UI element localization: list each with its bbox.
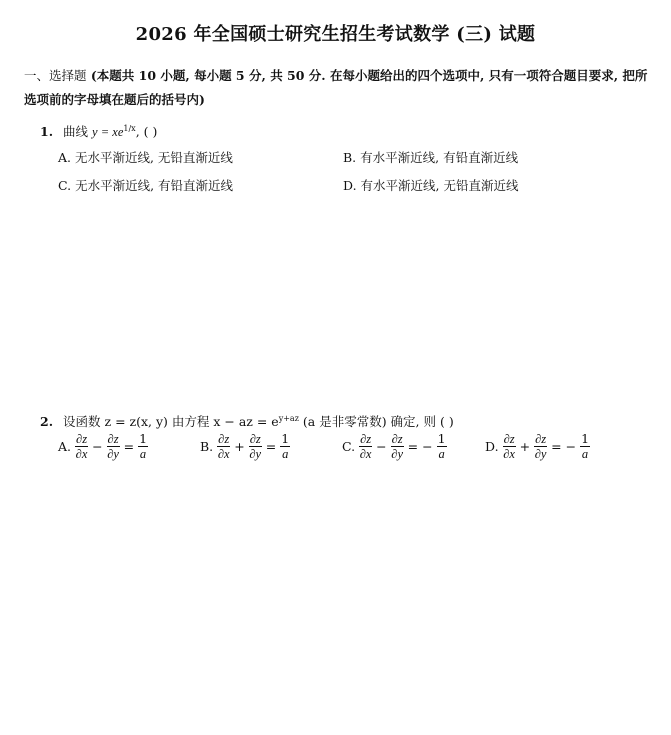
question-stem: 设函数 z = z(x, y) 由方程 x − az = e (63, 414, 279, 429)
option-label: A. (58, 439, 72, 454)
option-label: B. (200, 439, 214, 454)
page-title: 2026 年全国硕士研究生招生考试数学 (三) 试题 (135, 24, 536, 45)
q1-option-b: B. 有水平渐近线, 有铅直渐近线 (343, 150, 519, 165)
option-label: C. (342, 439, 356, 454)
q2-option-a: A. $\frac{\partial z}{\partial x}$ − $\frac{\partial z}{\partial y}$ = $\frac{1}{a}$ (58, 431, 148, 461)
section-instructions: (本题共 10 小题, 每小题 5 分, 共 50 分. 在每小题给出的四个选项中, 只有一项符合题目要求, 把所选项前的字母填在题后的括号内) (24, 68, 648, 107)
operator: + (519, 439, 531, 454)
q2-option-d: D. $\frac{\partial z}{\partial x}$ + $\frac{\partial z}{\partial y}$ = − $\frac{1}{a}$ (485, 431, 590, 461)
question-stem-suffix: (a 是非零常数) 确定, 则 ( ) (298, 414, 454, 429)
operator: − (92, 439, 103, 454)
option-label: D. (485, 439, 499, 454)
question-1 (40, 122, 157, 140)
question-2 (40, 412, 454, 430)
q2-option-b: B. $\frac{\partial z}{\partial x}$ + $\frac{\partial z}{\partial y}$ = $\frac{1}{a}$ (200, 431, 290, 461)
operator: + (234, 439, 245, 454)
question-number: 2. (40, 414, 54, 429)
q1-option-a: A. 无水平渐近线, 无铅直渐近线 (58, 150, 233, 165)
question-formula: y = xe (92, 125, 124, 139)
q1-option-d: D. 有水平渐近线, 无铅直渐近线 (343, 178, 519, 193)
operator: − (376, 439, 387, 454)
section-header (24, 64, 649, 112)
question-stem-prefix: 曲线 (63, 124, 89, 139)
stem-exponent: y+az (278, 413, 299, 423)
q2-option-c: C. $\frac{\partial z}{\partial x}$ − $\frac{\partial z}{\partial y}$ = − $\frac{1}{a}$ (342, 431, 446, 461)
question-number: 1. (40, 124, 54, 139)
formula-exponent: 1/x (123, 123, 136, 133)
section-label: 一、选择题 (24, 68, 87, 83)
question-stem-suffix: , ( ) (135, 124, 158, 139)
q1-option-c: C. 无水平渐近线, 有铅直渐近线 (58, 178, 234, 193)
